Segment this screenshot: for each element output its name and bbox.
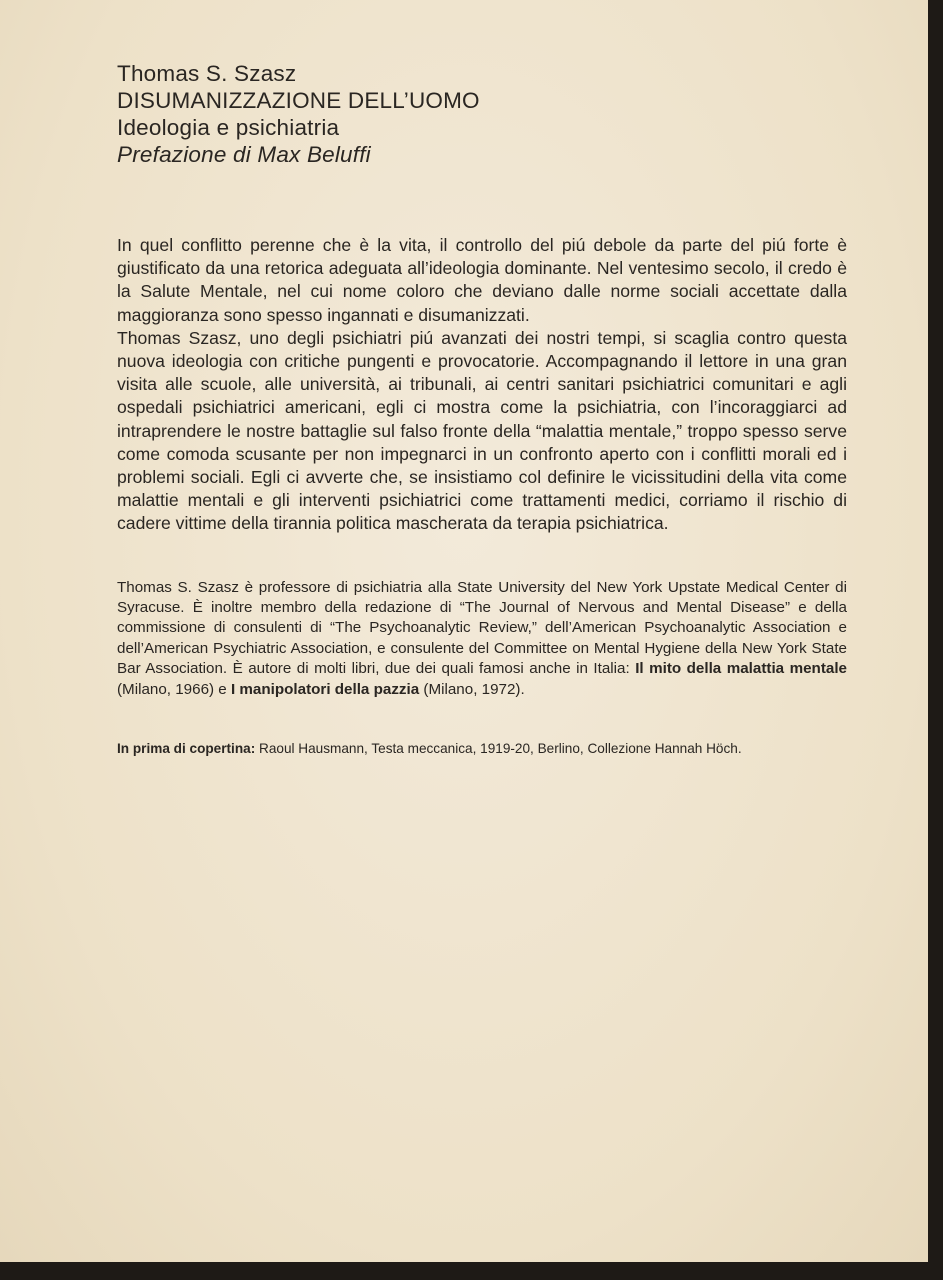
bio-text-start: Thomas S. Szasz è professore di psichiatria alla State University del New York Upstate Medical Center di Syracuse. È inoltre membro della redazione di “The Journal of Nervous and Mental Disease” e della commissione di consulenti di “The Psychoanalytic Review,” dell’American Psychoanalytic Association e dell’American Psychiatric Association, e consulente del Committee on Mental Hygiene della New York State Bar Association. È autore di molti libri, due dei quali famosi anche in Italia: (117, 578, 847, 678)
bio-text-between: (Milano, 1966) e (117, 680, 231, 698)
cover-image-credit (117, 740, 847, 757)
blurb-paragraph-1: In quel conflitto perenne che è la vita, il controllo del piú debole da parte del piú forte è giustificato da una retorica adeguata all’ideologia dominante. Nel ventesimo secolo, il credo è la Salute Mentale, nel cui nome coloro che deviano dalle norme sociali accettate dalla maggioranza sono spesso ingannati e disumanizzati. (117, 235, 847, 325)
blurb-paragraph-2: Thomas Szasz, uno degli psichiatri piú avanzati dei nostri tempi, si scaglia contro questa nuova ideologia con critiche pungenti e provocatorie. Accompagnando il lettore in una gran visita alle scuole, alle università, ai tribunali, ai centri sanitari psichiatrici comunitari e agli ospedali psichiatrici americani, egli ci mostra come la psichiatria, con l’incoraggiarci ad intraprendere le nostre battaglie sul falso fronte della “malattia mentale,” troppo spesso serve come comoda scusante per non impegnarci in un confronto aperto con i conflitti morali ed i problemi sociali. Egli ci avverte che, se insistiamo col definire le vicissitudini della vita come malattie mentali e gli interventi psichiatrici come trattamenti medici, corriamo il rischio di cadere vittime della tirannia politica mascherata da terapia psichiatrica. (117, 327, 847, 534)
scan-right-edge (928, 0, 943, 1280)
scan-bottom-edge (0, 1262, 943, 1280)
cover-text (117, 60, 847, 771)
preface-credit: Prefazione di Max Beluffi (117, 142, 371, 167)
credit-text: Raoul Hausmann, Testa meccanica, 1919-20, Berlino, Collezione Hannah Höch. (255, 741, 742, 757)
credit-label: In prima di copertina: (117, 741, 256, 757)
author-bio (117, 578, 847, 700)
book-title: DISUMANIZZAZIONE DELL’UOMO (117, 88, 480, 113)
bio-text-end: (Milano, 1972). (419, 680, 525, 698)
author-name: Thomas S. Szasz (117, 61, 297, 86)
bio-book-1: Il mito della malattia mentale (635, 660, 847, 678)
book-subtitle: Ideologia e psichiatria (117, 115, 340, 140)
bio-book-2: I manipolatori della pazzia (230, 680, 420, 698)
